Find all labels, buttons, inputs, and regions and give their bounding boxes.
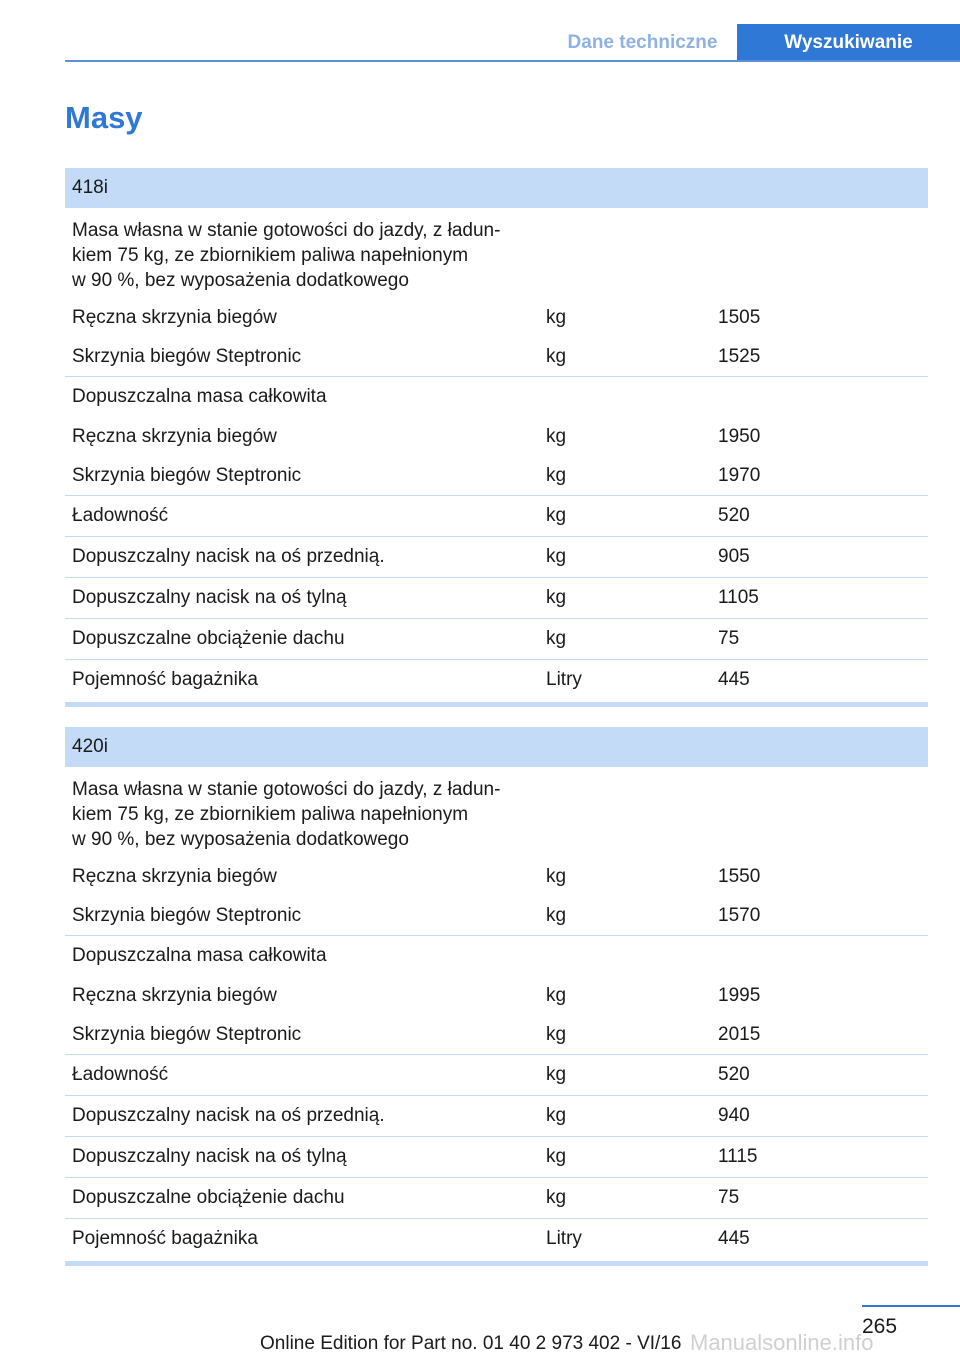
row-value: 905 bbox=[718, 546, 750, 567]
row-unit: kg bbox=[546, 628, 567, 649]
tab-technical-data[interactable]: Dane techniczne bbox=[567, 32, 718, 53]
spec-table-418i bbox=[65, 168, 928, 707]
row-label: Dopuszczalny nacisk na oś tylną bbox=[72, 1146, 347, 1167]
row-unit bbox=[539, 218, 711, 298]
spec-table-420i bbox=[65, 727, 928, 1266]
row-label: Dopuszczalny nacisk na oś przednią. bbox=[72, 1105, 385, 1126]
row-unit: Litry bbox=[546, 1228, 582, 1249]
row-unit bbox=[539, 777, 711, 857]
row-label: Dopuszczalny nacisk na oś tylną bbox=[72, 587, 347, 608]
row-value: 520 bbox=[718, 505, 750, 526]
row-value: 1570 bbox=[718, 905, 761, 926]
row-unit: kg bbox=[546, 985, 567, 1006]
row-label: Masa własna w stanie gotowości do jazdy, z ładun- kiem 75 kg, ze zbiornikiem paliwa napełnionym w 90 %, bez wyposażenia dodatkowego bbox=[72, 779, 501, 850]
row-unit: kg bbox=[546, 905, 567, 926]
row-label: Ręczna skrzynia biegów bbox=[72, 426, 277, 447]
row-label: Dopuszczalna masa całkowita bbox=[72, 386, 327, 407]
row-label: Pojemność bagażnika bbox=[72, 1228, 258, 1249]
row-unit: Litry bbox=[546, 669, 582, 690]
row-label: Ładowność bbox=[72, 1064, 169, 1085]
row-label: Ładowność bbox=[72, 505, 169, 526]
row-label: Skrzynia biegów Steptronic bbox=[72, 346, 302, 367]
table-row bbox=[65, 456, 928, 495]
table-header: 420i bbox=[65, 727, 928, 767]
table-row bbox=[65, 417, 928, 456]
row-unit bbox=[539, 377, 711, 417]
row-label: Skrzynia biegów Steptronic bbox=[72, 905, 302, 926]
table-row bbox=[65, 376, 928, 417]
row-label: Ręczna skrzynia biegów bbox=[72, 866, 277, 887]
row-value: 1995 bbox=[718, 985, 761, 1006]
row-unit bbox=[539, 936, 711, 976]
table-row bbox=[65, 298, 928, 337]
row-label: Dopuszczalny nacisk na oś przednią. bbox=[72, 546, 385, 567]
row-unit: kg bbox=[546, 346, 567, 367]
row-value: 2015 bbox=[718, 1024, 761, 1045]
table-row bbox=[65, 337, 928, 376]
row-value: 1950 bbox=[718, 426, 761, 447]
row-value: 75 bbox=[718, 628, 740, 649]
table-row bbox=[65, 1218, 928, 1259]
row-unit: kg bbox=[546, 1105, 567, 1126]
table-row bbox=[65, 1177, 928, 1218]
row-unit: kg bbox=[546, 307, 567, 328]
row-label: Skrzynia biegów Steptronic bbox=[72, 1024, 302, 1045]
row-label: Dopuszczalne obciążenie dachu bbox=[72, 1187, 345, 1208]
table-row bbox=[65, 896, 928, 935]
row-value bbox=[711, 377, 928, 417]
table-row bbox=[65, 577, 928, 618]
tab-search[interactable]: Wyszukiwanie bbox=[737, 24, 960, 62]
row-value bbox=[711, 936, 928, 976]
edition-text: Online Edition for Part no. 01 40 2 973 402 - VI/16 bbox=[260, 1333, 682, 1354]
table-row bbox=[65, 208, 928, 298]
row-value: 1105 bbox=[718, 587, 759, 608]
top-rule bbox=[65, 60, 960, 62]
page-number: 265 bbox=[862, 1315, 898, 1338]
row-unit: kg bbox=[546, 1187, 567, 1208]
table-row bbox=[65, 659, 928, 700]
table-row bbox=[65, 618, 928, 659]
row-unit: kg bbox=[546, 1064, 567, 1085]
row-unit: kg bbox=[546, 465, 567, 486]
table-header: 418i bbox=[65, 168, 928, 208]
row-label: Masa własna w stanie gotowości do jazdy, z ładun- kiem 75 kg, ze zbiornikiem paliwa napełnionym w 90 %, bez wyposażenia dodatkowego bbox=[72, 220, 501, 291]
table-row bbox=[65, 767, 928, 857]
watermark: Manualsonline.info bbox=[690, 1330, 874, 1355]
row-value: 940 bbox=[718, 1105, 750, 1126]
row-label: Pojemność bagażnika bbox=[72, 669, 258, 690]
row-unit: kg bbox=[546, 587, 567, 608]
row-unit: kg bbox=[546, 866, 567, 887]
table-row bbox=[65, 1015, 928, 1054]
row-value bbox=[711, 777, 928, 857]
row-value: 1115 bbox=[718, 1146, 758, 1167]
row-value: 520 bbox=[718, 1064, 750, 1085]
table-row bbox=[65, 976, 928, 1015]
table-bottom-rule bbox=[65, 702, 928, 707]
table-row bbox=[65, 857, 928, 896]
row-unit: kg bbox=[546, 505, 567, 526]
table-row bbox=[65, 1054, 928, 1095]
row-value: 445 bbox=[718, 1228, 750, 1249]
row-value: 1550 bbox=[718, 866, 761, 887]
table-row bbox=[65, 495, 928, 536]
row-label: Ręczna skrzynia biegów bbox=[72, 985, 277, 1006]
row-label: Ręczna skrzynia biegów bbox=[72, 307, 277, 328]
row-value: 1505 bbox=[718, 307, 761, 328]
table-bottom-rule bbox=[65, 1261, 928, 1266]
row-unit: kg bbox=[546, 1024, 567, 1045]
row-label: Dopuszczalne obciążenie dachu bbox=[72, 628, 345, 649]
table-row bbox=[65, 536, 928, 577]
table-row bbox=[65, 935, 928, 976]
footer-rule bbox=[862, 1305, 960, 1307]
row-label: Dopuszczalna masa całkowita bbox=[72, 945, 327, 966]
row-unit: kg bbox=[546, 546, 567, 567]
row-unit: kg bbox=[546, 426, 567, 447]
row-value: 445 bbox=[718, 669, 750, 690]
table-row bbox=[65, 1136, 928, 1177]
top-navigation bbox=[65, 24, 960, 62]
row-value bbox=[711, 218, 928, 298]
row-value: 1525 bbox=[718, 346, 761, 367]
table-row bbox=[65, 1095, 928, 1136]
row-label: Skrzynia biegów Steptronic bbox=[72, 465, 302, 486]
row-value: 75 bbox=[718, 1187, 740, 1208]
page-title: Masy bbox=[65, 100, 143, 135]
row-value: 1970 bbox=[718, 465, 761, 486]
row-unit: kg bbox=[546, 1146, 567, 1167]
